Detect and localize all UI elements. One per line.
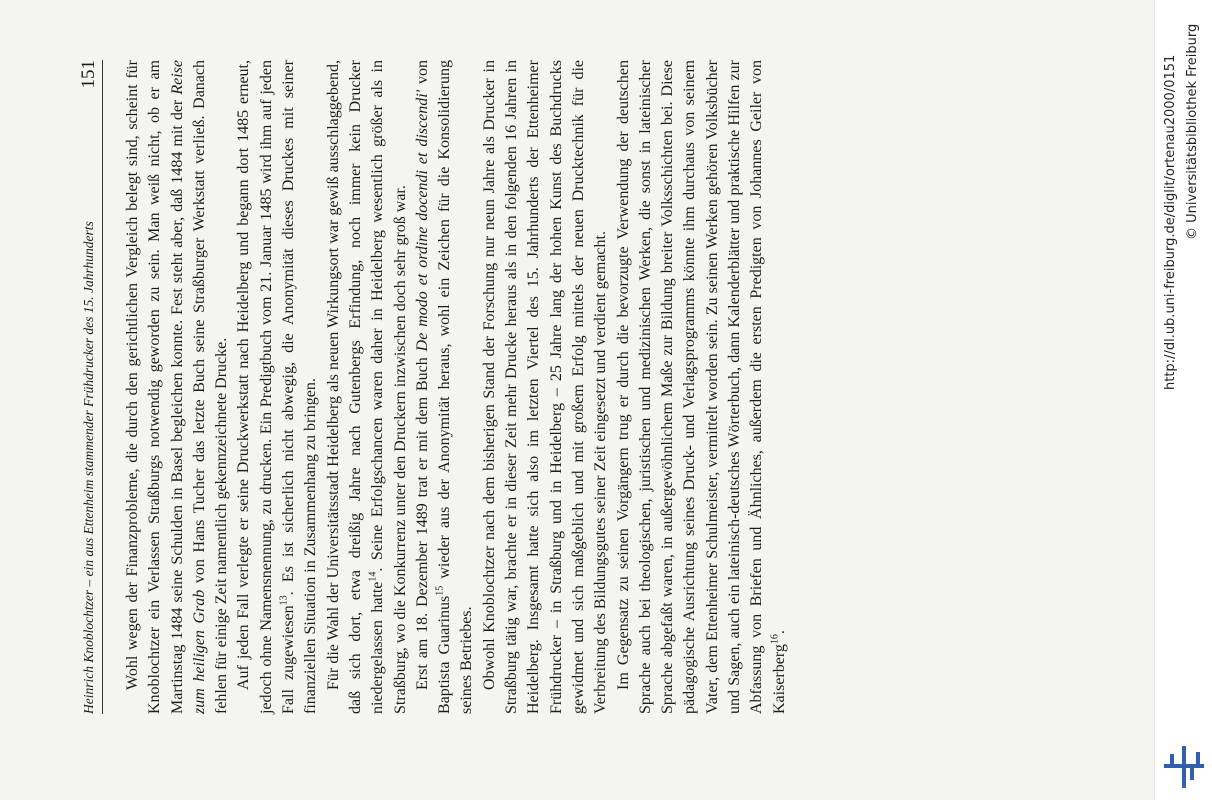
paragraph-3: Für die Wahl der Universitätsstadt Heidelberg als neuen Wirkungsort war gewiß ausschlaggebend, daß sich dort, etwa dreißig Jahre nach Gutenbergs Erfindung, noch immer kein Drucker niedergelassen hatte$^{14}$. Seine Erfolgschancen waren daher in Heidelberg wesentlich größer als in Straßburg, wo die Konkurrenz unter den Druckern inzwischen doch sehr groß war. (324, 59, 409, 714)
logo-bars (1164, 746, 1204, 788)
copyright-notice: © Universitätsbibliothek Freiburg (1185, 23, 1200, 240)
rotated-book-page (40, 0, 1152, 800)
paragraph-5: Obwohl Knoblochtzer nach dem bisherigen Stand der Forschung nur neun Jahre als Drucker in Straßburg tätig war, brachte er in dieser Zeit mehr Drucke heraus als in den folgenden 16 Jahren in Heidelberg. Insgesamt hatte sich also im letzten Viertel des 15. Jahrhunderts der Ettenheimer Frühdrucker – in Straßburg und in Heidelberg – 25 Jahre lang der hohen Kunst des Buchdrucks gewidmet und sich maßgeblich und mit großem Erfolg mittels der neuen Drucktechnik für die Verbreitung des Bildungsgutes seiner Zeit eingesetzt und verdient gemacht. (480, 60, 610, 714)
page-number: 151 (78, 60, 99, 89)
source-url[interactable]: http://dl.ub.uni-freiburg.de/diglit/ortenau2000/0151 (1163, 54, 1178, 390)
footnote-ref: 16 (769, 634, 781, 645)
italic-title: De modo et ordine docendi et discendi' (413, 89, 431, 352)
paragraph-2: Auf jeden Fall verlegte er seine Druckwerkstatt nach Heidelberg und begann dort 1485 erneut, jedoch ohne Namensnennung, zu drucken. Ein Predigtbuch vom 21. Januar 1485 wird ihm auf jeden Fall zugewiesen$^{13}$. Es ist sicherlich nicht abwegig, die Anonymität dieses Druckes mit seiner finanziellen Situation in Zusammenhang zu bringen. (235, 60, 320, 714)
paragraph-1: Wohl wegen der Finanzprobleme, die durch den gerichtlichen Vergleich belegt sind, scheint für Knoblochtzer ein Verlassen Straßburgs notwendig geworden zu sein. Man weiß nicht, ob er am Martinstag 1484 seine Schulden in Basel begleichen konnte. Fest steht aber, daß 1484 mit der Reise zum heiligen Grab von Hans Tucher das letzte Buch seine Straßburger Werkstatt verließ. Danach fehlen für einige Zeit namentlich gekennzeichnete Drucke. (124, 59, 231, 714)
university-library-logo-icon (1160, 744, 1206, 790)
footnote-ref: 15 (434, 585, 446, 596)
page-header (78, 60, 103, 714)
footnote-ref: 14 (367, 571, 379, 582)
paragraph-6: Im Gegensatz zu seinen Vorgängern trug er durch die bevorzugte Verwendung der deutschen Sprache auch bei theologischen, juristischen und medizinischen Werken, die sonst in lateinischer Sprache abgefaßt waren, in außergewöhnlichem Maße zur Bildung breiter Volksschichten bei. Diese pädagogische Ausrichtung seines Druck- und Verlagsprogramms könnte ihm durchaus von seinem Vater, dem Ettenheimer Schulmeister, vermittelt worden sein. Zu seinen Werken gehören Volksbücher und Sagen, auch ein lateinisch-deutsches Wörterbuch, dann Kalenderblätter und praktische Hilfen zur Abfassung von Briefen und Ähnliches, außerdem die ersten Predigten von Johannes Geiler von Kaiserberg$^{16}$. (614, 60, 788, 714)
paragraph-4: Erst am 18. Dezember 1489 trat er mit dem Buch De modo et ordine docendi et discendi' von Baptista Guarinus$^{15}$ wieder aus der Anonymität heraus, wohl ein Zeichen für die Konsolidierung seines Betriebes. (413, 59, 476, 714)
italic-title: Reise zum heiligen Grab (168, 60, 208, 714)
running-head: Heinrich Knoblochtzer – ein aus Ettenheim stammender Frühdrucker des 15. Jahrhunderts (81, 221, 96, 714)
library-sidebar (1154, 0, 1212, 800)
footnote-ref: 13 (278, 595, 290, 606)
body-text (122, 60, 791, 714)
